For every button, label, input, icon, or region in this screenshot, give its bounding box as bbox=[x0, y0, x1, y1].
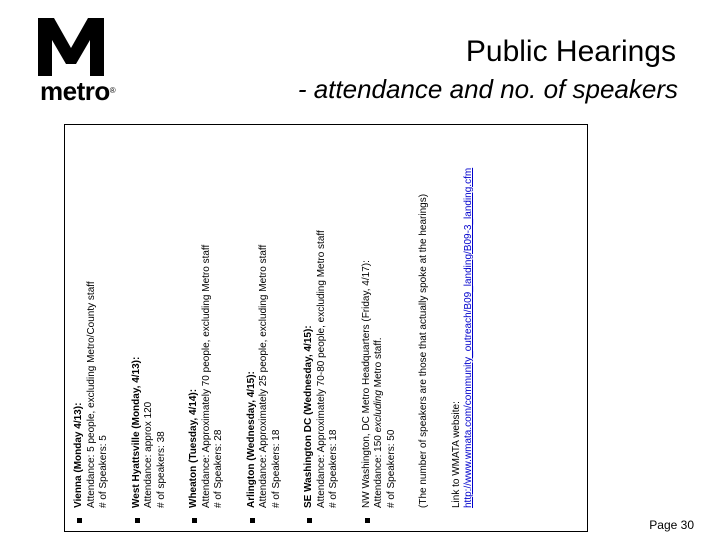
hearing-attendance: Attendance: Approximately 70 people, excluding Metro staff bbox=[200, 244, 212, 508]
hearing-item-nw-washington bbox=[361, 125, 399, 523]
page-title: Public Hearings bbox=[465, 35, 676, 68]
bullet-icon bbox=[192, 518, 197, 523]
hearing-attendance: Attendance: 5 people, excluding Metro/County staff bbox=[85, 281, 97, 508]
page-subtitle: - attendance and no. of speakers bbox=[297, 74, 678, 104]
hearing-speakers: # of Speakers: 28 bbox=[213, 429, 224, 508]
hearing-name: SE Washington DC (Wednesday, 4/15): bbox=[303, 325, 314, 508]
hearing-item-se-washington bbox=[303, 125, 341, 523]
wmata-link[interactable]: http://www.wmata.com/community_outreach/B09_landing/B09-3_landing.cfm bbox=[463, 167, 474, 508]
hearing-speakers: # of Speakers: 18 bbox=[328, 429, 339, 508]
hearing-name: Arlington (Wednesday, 4/15): bbox=[245, 371, 257, 508]
hearing-attendance: Attendance: Approximately 25 people, excluding Metro staff bbox=[258, 244, 269, 508]
hearing-list bbox=[73, 125, 476, 523]
hearing-speakers: # of Speakers: 50 bbox=[385, 429, 397, 508]
hearing-item-arlington bbox=[246, 125, 284, 523]
logo-wordmark: metro® bbox=[40, 76, 116, 106]
metro-logo bbox=[38, 18, 116, 106]
hearing-speakers: # of Speakers: 18 bbox=[270, 429, 282, 508]
content-box bbox=[64, 124, 588, 532]
hearing-item-vienna bbox=[73, 125, 111, 523]
hearing-attendance: Attendance: approx 120 bbox=[143, 401, 154, 508]
page-number: Page 30 bbox=[649, 518, 694, 532]
hearing-speakers: # of Speakers: 5 bbox=[98, 435, 109, 508]
rotated-content bbox=[73, 125, 583, 523]
hearing-attendance: Attendance: 150 excluding Metro staff. bbox=[373, 337, 384, 508]
hearing-name: Vienna (Monday 4/13): bbox=[73, 402, 84, 508]
speakers-note bbox=[418, 125, 431, 523]
bullet-icon bbox=[135, 518, 140, 523]
hearing-name: NW Washington, DC Metro Headquarters (Friday, 4/17): bbox=[360, 260, 372, 508]
hearing-name: Wheaton (Tuesday, 4/14): bbox=[188, 388, 199, 508]
note-text: (The number of speakers are those that actually spoke at the hearings) bbox=[418, 193, 429, 508]
website-link-item bbox=[451, 125, 476, 523]
bullet-icon bbox=[307, 518, 312, 523]
hearing-name: West Hyattsville (Monday, 4/13): bbox=[130, 356, 142, 508]
bullet-icon bbox=[250, 518, 255, 523]
hearing-item-wheaton bbox=[188, 125, 226, 523]
link-label: Link to WMATA website: bbox=[450, 401, 462, 508]
hearing-item-west-hyattsville bbox=[131, 125, 169, 523]
hearing-speakers: # of speakers: 38 bbox=[155, 431, 167, 508]
bullet-icon bbox=[365, 518, 370, 523]
hearing-attendance: Attendance: Approximately 70-80 people, excluding Metro staff bbox=[315, 230, 327, 508]
metro-m-icon bbox=[38, 18, 104, 76]
bullet-icon bbox=[77, 518, 82, 523]
